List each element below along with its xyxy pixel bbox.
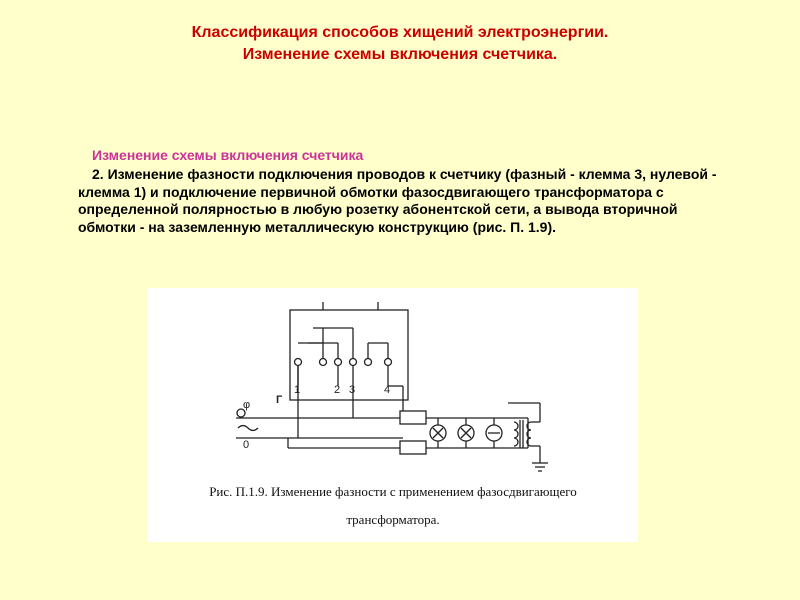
figure-caption-line-2: трансформатора.: [346, 512, 440, 527]
ac-source-icon: [238, 426, 258, 431]
transformer-primary-coil: [514, 422, 518, 446]
terminal-2-label: 2: [334, 384, 341, 396]
body-paragraph: 2. Изменение фазности подключения проводов к счетчику (фазный - клемма 3, нулевой - клемма 1) и подключение первичной обмотки фазосдвигающего трансформатора с определенной полярностью в любую розетку абонентской сети, а вывода вторичной обмотки - на заземленную металлическую конструкцию (рис. П. 1.9).: [78, 166, 717, 235]
fuse-lower: [400, 441, 426, 454]
terminal-3-contact: [350, 359, 357, 366]
terminal-2-contact: [335, 359, 342, 366]
terminal-4-contact: [385, 359, 392, 366]
title-line-1: Классификация способов хищений электроэнергии.: [191, 24, 609, 41]
fuse-upper: [400, 411, 426, 424]
terminal-1-label: 1: [294, 384, 301, 396]
terminal-3-label: 3: [349, 384, 356, 396]
phase-label: φ: [243, 399, 251, 411]
title-line-2: Изменение схемы включения счетчика.: [242, 46, 558, 63]
terminal-4-label: 4: [384, 384, 391, 396]
transformer-secondary-coil: [527, 422, 531, 446]
slide-title: [0, 22, 800, 66]
terminal-1b-contact: [320, 359, 327, 366]
wiring-diagram: [148, 288, 638, 478]
zero-label: 0: [243, 439, 250, 451]
terminal-1-contact: [295, 359, 302, 366]
terminal-3b-contact: [365, 359, 372, 366]
wiring-diagram-figure: [148, 288, 638, 542]
section-subtitle: Изменение схемы включения счетчика: [92, 147, 364, 163]
figure-caption-line-1: Рис. П.1.9. Изменение фазности с применением фазосдвигающего: [209, 484, 577, 499]
marker-g-label: Г: [276, 394, 283, 406]
